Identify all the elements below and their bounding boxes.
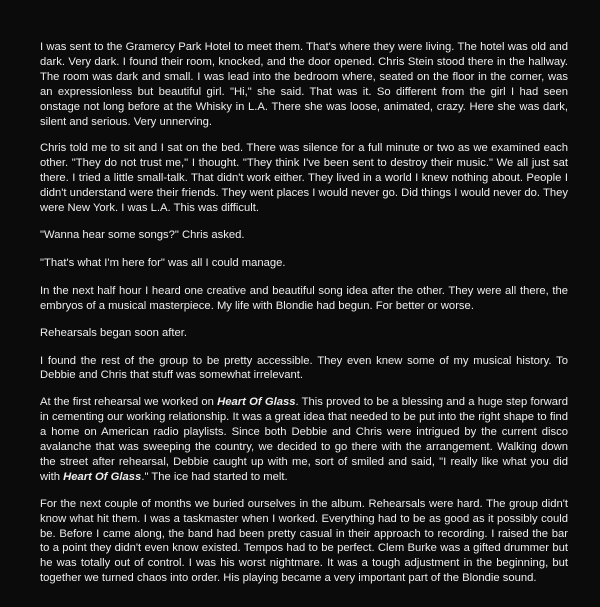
paragraph-group-accessible: I found the rest of the group to be pretty accessible. They even knew some of my musical history. To Debbie and Chris that stuff was somewhat irrelevant.: [40, 354, 568, 382]
text-span: ." The ice had started to melt.: [141, 470, 288, 483]
paragraph-rehearsals-began: Rehearsals began soon after.: [40, 326, 187, 339]
text-span: At the first rehearsal we worked on: [40, 396, 218, 409]
paragraph-silence: Chris told me to sit and I sat on the bed. There was silence for a full minute or two as we examined each other. "They do not trust me," I thought. "They think I've been sent to destroy their music." We all just sat there. I tried a little small-talk. That didn't work either. They lived in a world I knew nothing about. People I didn't understand were their friends. They went places I would never go. Did things I would never do. They were New York. I was L.A. This was difficult.: [40, 142, 568, 215]
text-span: . This proved to be a blessing and a huge step forward in cementing our working relationship. It was a great idea that needed to be put into the right shape to find a home on American radio playlists. Since both Debbie and Chris were intrigued by the current disco avalanche that was sweeping the country, we decided to go there with the arrangement. Walking down the street after rehearsal, Debbie caught up with me, sort of smiled and said, "I really like what you did with: [40, 396, 568, 483]
paragraph-heart-of-glass: [40, 395, 568, 484]
song-title: Heart Of Glass: [217, 396, 296, 409]
paragraph-songs-question: "Wanna hear some songs?" Chris asked.: [40, 228, 245, 241]
paragraph-hotel-meeting: I was sent to the Gramercy Park Hotel to meet them. That's where they were living. The hotel was old and dark. Very dark. I found their room, knocked, and the door opened. Chris Stein stood there in the hallway. The room was dark and small. I was lead into the bedroom where, seated on the floor in the corner, was an expressionless but beautiful girl. "Hi," she said. That was it. So different from the girl I had seen onstage not long before at the Whisky in L.A. There she was loose, animated, crazy. Here she was dark, silent and serious. Very unnerving.: [40, 41, 568, 128]
paragraph-reply: "That's what I'm here for" was all I could manage.: [40, 256, 286, 269]
paragraph-first-songs: In the next half hour I heard one creative and beautiful song idea after the other. They were all there, the embryos of a musical masterpiece. My life with Blondie had begun. For better or worse.: [40, 284, 568, 312]
song-title: Heart Of Glass: [63, 470, 142, 483]
paragraph-album-sessions: For the next couple of months we buried ourselves in the album. Rehearsals were hard. The group didn't know what hit them. I was a taskmaster when I worked. Everything had to be as good as it possibly could be. Before I came along, the band had been pretty casual in their approach to recording. I raised the bar to a point they didn't even know existed. Tempos had to be perfect. Clem Burke was a gifted drummer but he was totally out of control. I was his worst nightmare. It was a tough adjustment in the beginning, but together we turned chaos into order. His playing became a very important part of the Blondie sound.: [40, 497, 568, 585]
